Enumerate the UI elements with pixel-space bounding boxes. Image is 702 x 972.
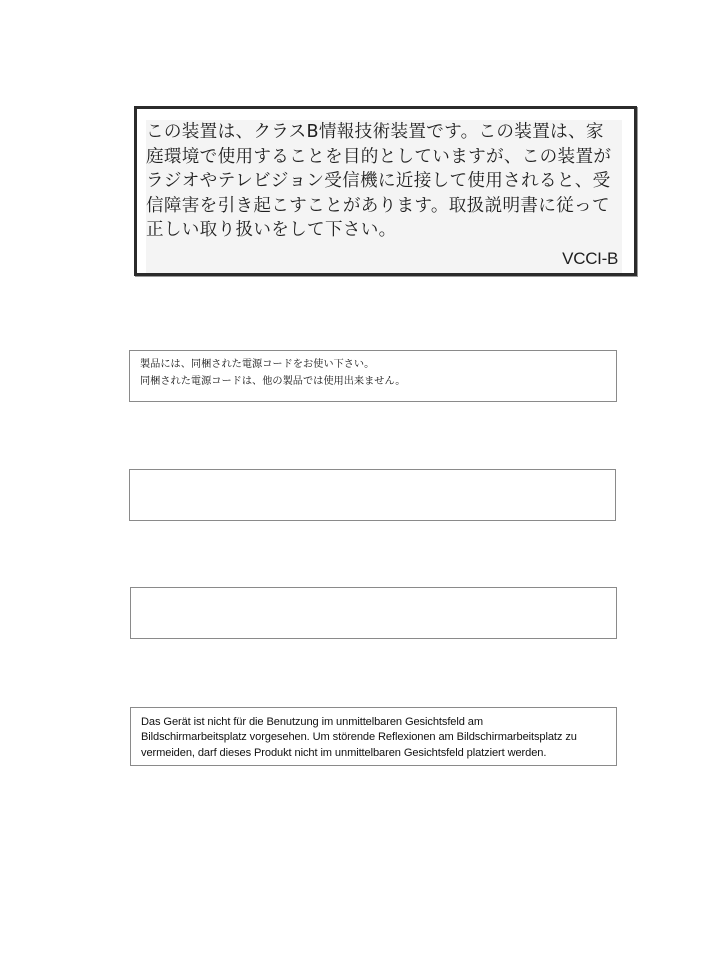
vcci-notice-line: この装置は、クラスB情報技術装置です。この装置は、家 [146,122,604,142]
vcci-notice-box [134,106,637,276]
german-notice-line: Das Gerät ist nicht für die Benutzung im unmittelbaren Gesichtsfeld am [141,716,483,728]
power-cord-notice-line: 同梱された電源コードは、他の製品では使用出来ません。 [140,375,406,387]
vcci-class-mark: VCCI-B [562,249,618,268]
vcci-notice-line: ラジオやテレビジョン受信機に近接して使用されると、受 [146,171,611,191]
vcci-notice-line: 正しい取り扱いをして下さい。 [146,220,397,240]
german-notice-line: Bildschirmarbeitsplatz vorgesehen. Um störende Reflexionen am Bildschirmarbeitsplatz zu [141,731,577,744]
vcci-notice-line: 庭環境で使用することを目的としていますが、この装置が [146,146,612,167]
vcci-notice-line: 信障害を引き起こすことがあります。取扱説明書に従って [146,195,610,216]
german-display-notice-box [130,707,617,766]
vcci-notice-body [146,120,622,273]
empty-notice-box [130,587,617,639]
german-notice-line: vermeiden, darf dieses Produkt nicht im unmittelbaren Gesichtsfeld platziert werden. [141,746,547,759]
power-cord-notice-box [129,350,617,402]
empty-notice-box [129,469,616,521]
power-cord-notice-line: 製品には、同梱された電源コードをお使い下さい。 [140,359,375,370]
